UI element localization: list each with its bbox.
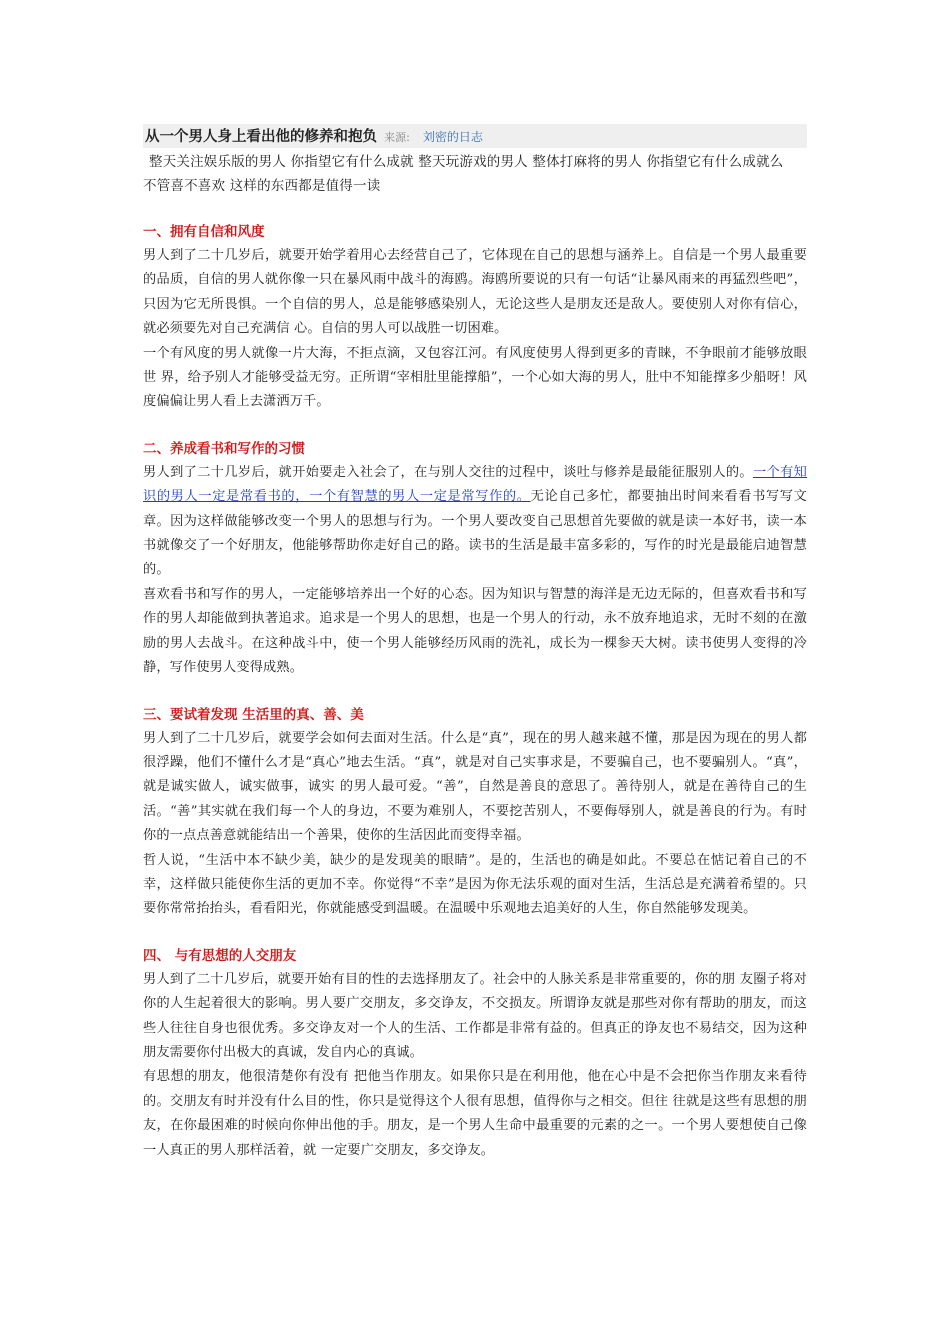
paragraph-text: 男人到了二十几岁后，就开始要走入社会了，在与别人交往的过程中，谈吐与修养是最能征服别人的。 xyxy=(143,464,753,480)
article-title: 从一个男人身上看出他的修养和抱负 xyxy=(145,129,377,145)
section-paragraph: 男人到了二十几岁后，就要开始学着用心去经营自己了，它体现在自己的思想与涵养上。自信是一个男人最重要的品质，自信的男人就你像一只在暴风雨中战斗的海鸥。海鸥所要说的只有一句话“让暴风雨来的再猛烈些吧”，只因为它无所畏惧。一个自信的男人，总是能够感染别人，无论这些人是朋友还是敌人。要使别人对你有信心，就必须要先对自己充满信 心。自信的男人可以战胜一切困难。 xyxy=(143,248,807,337)
source-label: 来源: xyxy=(384,131,410,144)
section-paragraph: 哲人说，“生活中本不缺少美，缺少的是发现美的眼睛”。是的，生活也的确是如此。不要总在惦记着自己的不幸，这样做只能使你生活的更加不幸。你觉得“不幸”是因为你无法乐观的面对生活，生活总是充满着希望的。只要你常常抬抬头，看看阳光，你就能感受到温暖。在温暖中乐观地去追美好的人生，你自然能够发现美。 xyxy=(143,852,807,917)
paragraph-text: 无论自己多忙，都要抽出时间来看看书写写文章。因为这样做能够改变一个男人的思想与行为。一个男人要改变自己思想首先要做的就是读一本好书，读一本书就像交了一个好朋友，他能够帮助你走好自己的路。读书的生活是最丰富多彩的，写作的时光是最能启迪智慧的。 xyxy=(143,489,807,578)
section-paragraph: 喜欢看书和写作的男人，一定能够培养出一个好的心态。因为知识与智慧的海洋是无边无际的，但喜欢看书和写作的男人却能做到执著追求。追求是一个男人的思想，也是一个男人的行动，永不放弃地追求，无时不刻的在激励的男人去战斗。在这种战斗中，使一个男人能够经历风雨的洗礼，成长为一棵参天大树。读书使男人变得的冷静，写作使男人变得成熟。 xyxy=(143,586,807,676)
section-heading: 二、养成看书和写作的习惯 xyxy=(143,440,305,457)
section-paragraph: 一个有风度的男人就像一片大海，不拒点滴，又包容江河。有风度使男人得到更多的青睐，不争眼前才能够放眼世 界，给予别人才能够受益无穷。正所谓“宰相肚里能撑船”，一个心如大海的男人，肚中不知能撑多少船呀！风度偏偏让男人看上去潇洒万千。 xyxy=(143,345,807,410)
highlighted-link-text[interactable]: 一个有知识的男人一定是常看书的，一个有智慧的男人一定是常写作的。 xyxy=(143,464,807,505)
section-3 xyxy=(143,703,807,922)
article xyxy=(143,124,807,1163)
section-paragraph xyxy=(143,461,807,583)
intro-text: 整天关注娱乐版的男人 你指望它有什么成就 整天玩游戏的男人 整体打麻将的男人 你指望它有什么成就么 不管喜不喜欢 这样的东西都是值得一读 xyxy=(143,154,798,194)
section-2 xyxy=(143,437,807,681)
section-heading: 一、拥有自信和风度 xyxy=(143,224,265,240)
section-heading: 四、 与有思想的人交朋友 xyxy=(143,947,297,964)
section-heading: 三、要试着发现 生活里的真、善、美 xyxy=(143,706,364,723)
section-paragraph: 男人到了二十几岁后，就要学会如何去面对生活。什么是“真”，现在的男人越来越不懂，那是因为现在的男人都很浮躁，他们不懂什么才是“真心”地去生活。“真”，就是对自己实事求是，不要骗自己，也不要骗别人。“真”，就是诚实做人，诚实做事，诚实 的男人最可爱。“善”，自然是善良的意思了。善待别人，就是在善待自己的生活。“善”其实就在我们每一个人的身边，不要为难别人，不要挖苦别人，不要侮辱别人，就是善良的行为。有时你的一点点善意就能结出一个善果，使你的生活因此而变得幸福。 xyxy=(143,730,807,844)
section-4 xyxy=(143,944,807,1163)
section-1 xyxy=(143,220,807,415)
section-paragraph: 有思想的朋友，他很清楚你有没有 把他当作朋友。如果你只是在利用他，他在心中是不会把你当作朋友来看待的。交朋友有时并没有什么目的性，你只是觉得这个人很有思想，值得你与之相交。但往 往就是这些有思想的朋友，在你最困难的时候向你伸出他的手。朋友，是一个男人生命中最重要的元素的之一。一个男人要想使自己像一人真正的男人那样活着，就 一定要广交朋友，多交诤友。 xyxy=(143,1069,807,1158)
section-paragraph: 男人到了二十几岁后，就要开始有目的性的去选择朋友了。社会中的人脉关系是非常重要的，你的朋 友圈子将对你的人生起着很大的影响。男人要广交朋友，多交诤友，不交损友。所谓诤友就是那些对你有帮助的朋友，而这些人往往自身也很优秀。多交诤友对一个人的生活、工作都是非常有益的。但真正的诤友也不易结交，因为这种朋友需要你付出极大的真诚，发自内心的真诚。 xyxy=(143,971,807,1060)
title-bar xyxy=(143,124,807,148)
source-link[interactable]: 刘密的日志 xyxy=(422,130,483,144)
